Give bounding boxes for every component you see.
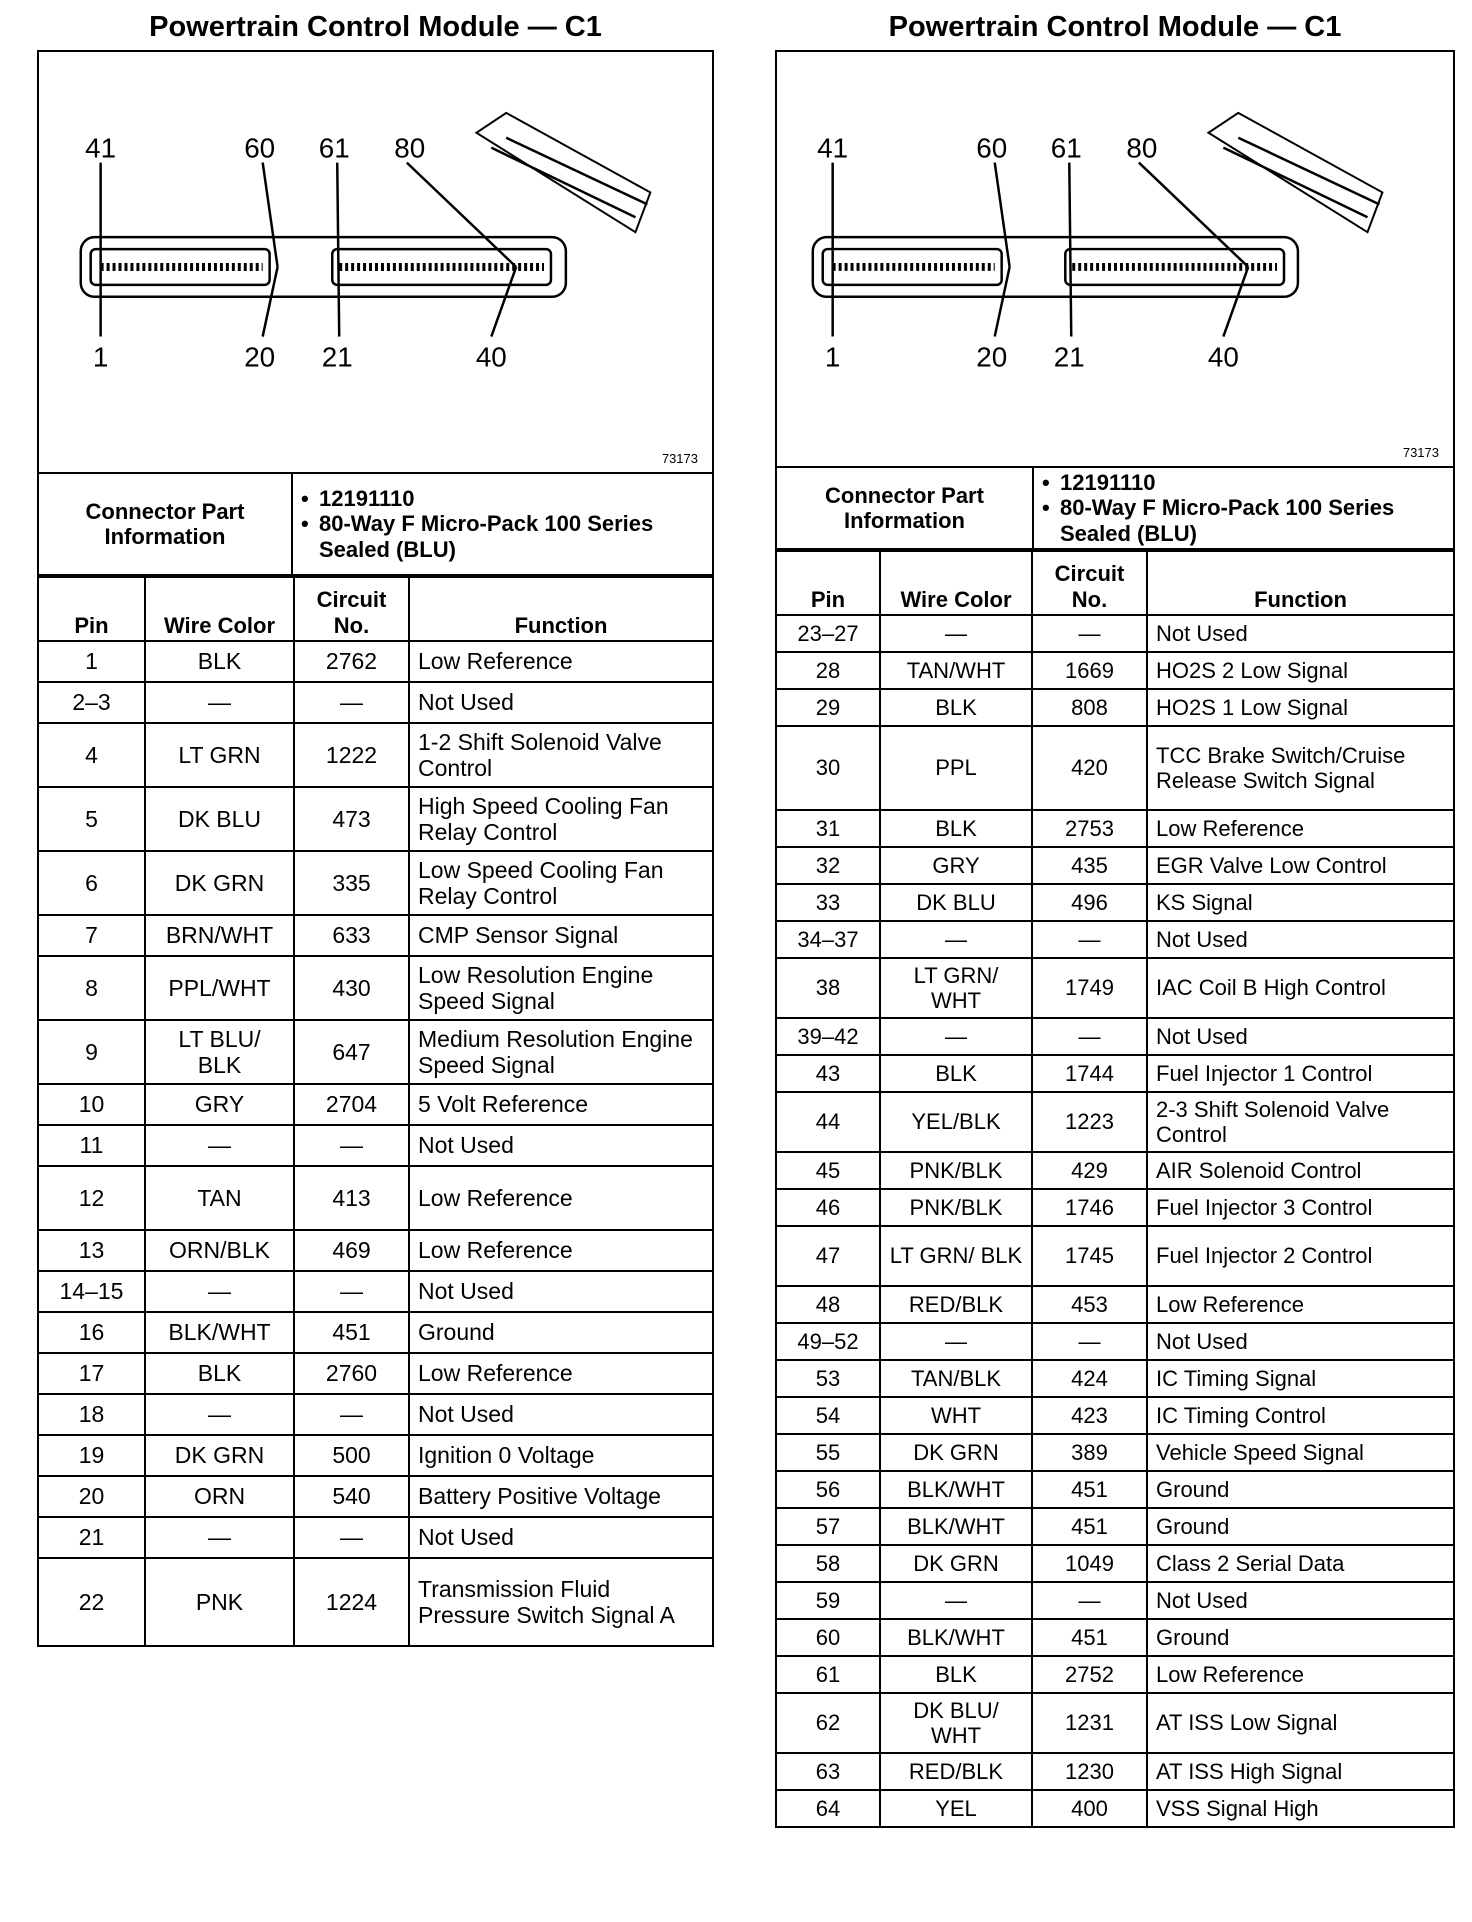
circuit-cell: 451 — [1032, 1471, 1147, 1508]
pin-cell: 45 — [776, 1152, 880, 1189]
pin-cell: 61 — [776, 1656, 880, 1693]
wire-color-cell: — — [880, 1323, 1032, 1360]
connector-type: • 80-Way F Micro-Pack 100 Series Sealed (BLU) — [1060, 495, 1445, 546]
function-cell: Low Reference — [409, 1353, 713, 1394]
header-pin: Pin — [38, 577, 145, 641]
table-row — [776, 847, 1454, 884]
table-row — [38, 1394, 713, 1435]
circuit-cell: 400 — [1032, 1790, 1147, 1827]
circuit-cell: 435 — [1032, 847, 1147, 884]
pin-label-bottom: 1 — [92, 341, 109, 373]
circuit-cell: 451 — [294, 1312, 409, 1353]
pin-cell: 28 — [776, 652, 880, 689]
pin-label-bottom: 40 — [1207, 341, 1239, 373]
function-cell: HO2S 2 Low Signal — [1147, 652, 1454, 689]
function-cell: Ground — [1147, 1471, 1454, 1508]
table-row — [776, 1790, 1454, 1827]
header-circuit: Circuit No. — [1032, 551, 1147, 615]
pin-cell: 55 — [776, 1434, 880, 1471]
wire-color-cell: — — [145, 1271, 294, 1312]
wire-color-cell: BLK — [880, 810, 1032, 847]
pin-cell: 23–27 — [776, 615, 880, 652]
circuit-cell: — — [1032, 1582, 1147, 1619]
header-pin: Pin — [776, 551, 880, 615]
connector-info-label: Connector Part Information — [38, 473, 292, 575]
table-row — [38, 1230, 713, 1271]
table-row — [776, 615, 1454, 652]
circuit-cell: 1223 — [1032, 1092, 1147, 1152]
pin-cell: 22 — [38, 1558, 145, 1646]
pin-cell: 4 — [38, 723, 145, 787]
circuit-cell: 423 — [1032, 1397, 1147, 1434]
pin-cell: 2–3 — [38, 682, 145, 723]
wire-color-cell: — — [145, 682, 294, 723]
circuit-cell: 1749 — [1032, 958, 1147, 1018]
wire-color-cell: PNK/BLK — [880, 1152, 1032, 1189]
wire-color-cell: ORN/BLK — [145, 1230, 294, 1271]
function-cell: Low Reference — [1147, 1656, 1454, 1693]
circuit-cell: 1745 — [1032, 1226, 1147, 1286]
pin-label-top: 60 — [244, 132, 276, 164]
table-row — [38, 1435, 713, 1476]
wire-color-cell: DK GRN — [145, 1435, 294, 1476]
table-row — [776, 1656, 1454, 1693]
function-cell: Ground — [1147, 1508, 1454, 1545]
circuit-cell: 469 — [294, 1230, 409, 1271]
table-row — [776, 1753, 1454, 1790]
pin-label-bottom: 20 — [976, 341, 1008, 373]
circuit-cell: 1231 — [1032, 1693, 1147, 1753]
circuit-cell: 430 — [294, 956, 409, 1020]
circuit-cell: 496 — [1032, 884, 1147, 921]
wire-color-cell: BLK/WHT — [880, 1508, 1032, 1545]
pin-label-top: 80 — [1126, 132, 1158, 164]
pin-label-bottom: 40 — [475, 341, 507, 373]
function-cell: Not Used — [1147, 921, 1454, 958]
table-row — [38, 1353, 713, 1394]
pin-table — [37, 576, 714, 1647]
table-row — [38, 1271, 713, 1312]
header-wire-color: Wire Color — [880, 551, 1032, 615]
pin-cell: 18 — [38, 1394, 145, 1435]
part-number: • 12191110 — [1060, 470, 1445, 495]
pin-label-bottom: 21 — [1053, 341, 1085, 373]
circuit-cell: 540 — [294, 1476, 409, 1517]
circuit-cell: 2752 — [1032, 1656, 1147, 1693]
function-cell: Not Used — [1147, 1018, 1454, 1055]
connector-illustration — [777, 52, 1453, 466]
wire-color-cell: DK GRN — [880, 1545, 1032, 1582]
wire-color-cell: PNK/BLK — [880, 1189, 1032, 1226]
pin-cell: 57 — [776, 1508, 880, 1545]
pin-cell: 47 — [776, 1226, 880, 1286]
header-function: Function — [409, 577, 713, 641]
function-cell: Medium Resolution Engine Speed Signal — [409, 1020, 713, 1084]
table-row — [776, 652, 1454, 689]
table-row — [776, 958, 1454, 1018]
pin-cell: 19 — [38, 1435, 145, 1476]
table-row — [776, 1152, 1454, 1189]
table-row — [776, 1545, 1454, 1582]
right-panel — [775, 0, 1455, 1828]
function-cell: Low Reference — [409, 1230, 713, 1271]
pin-cell: 62 — [776, 1693, 880, 1753]
pin-cell: 8 — [38, 956, 145, 1020]
table-row — [776, 1018, 1454, 1055]
circuit-cell: 2762 — [294, 641, 409, 682]
wire-color-cell: BLK/WHT — [880, 1471, 1032, 1508]
circuit-cell: 473 — [294, 787, 409, 851]
circuit-cell: — — [1032, 921, 1147, 958]
circuit-cell: — — [294, 1125, 409, 1166]
function-cell: EGR Valve Low Control — [1147, 847, 1454, 884]
circuit-cell: 424 — [1032, 1360, 1147, 1397]
pin-cell: 12 — [38, 1166, 145, 1230]
pin-cell: 48 — [776, 1286, 880, 1323]
function-cell: Not Used — [409, 1125, 713, 1166]
circuit-cell: 633 — [294, 915, 409, 956]
pin-label-top: 41 — [817, 132, 849, 164]
wire-color-cell: BLK — [145, 1353, 294, 1394]
circuit-cell: 500 — [294, 1435, 409, 1476]
circuit-cell: 1744 — [1032, 1055, 1147, 1092]
pin-cell: 6 — [38, 851, 145, 915]
wire-color-cell: TAN/BLK — [880, 1360, 1032, 1397]
pin-cell: 33 — [776, 884, 880, 921]
wire-color-cell: PPL/WHT — [145, 956, 294, 1020]
figure-id: 73173 — [661, 451, 698, 466]
wire-color-cell: DK GRN — [145, 851, 294, 915]
function-cell: Not Used — [409, 1271, 713, 1312]
connector-diagram — [37, 50, 714, 472]
pin-cell: 31 — [776, 810, 880, 847]
function-cell: High Speed Cooling Fan Relay Control — [409, 787, 713, 851]
header-circuit: Circuit No. — [294, 577, 409, 641]
circuit-cell: 2753 — [1032, 810, 1147, 847]
table-row — [38, 851, 713, 915]
wire-color-cell: LT BLU/ BLK — [145, 1020, 294, 1084]
circuit-cell: 451 — [1032, 1619, 1147, 1656]
function-cell: CMP Sensor Signal — [409, 915, 713, 956]
pin-label-bottom: 21 — [321, 341, 353, 373]
table-row — [38, 1125, 713, 1166]
wire-color-cell: DK BLU/ WHT — [880, 1693, 1032, 1753]
wire-color-cell: YEL — [880, 1790, 1032, 1827]
wire-color-cell: — — [880, 1582, 1032, 1619]
function-cell: Low Reference — [409, 641, 713, 682]
wire-color-cell: TAN/WHT — [880, 652, 1032, 689]
circuit-cell: 1669 — [1032, 652, 1147, 689]
header-function: Function — [1147, 551, 1454, 615]
table-row — [38, 1558, 713, 1646]
pin-label-top: 61 — [1050, 132, 1082, 164]
function-cell: Low Resolution Engine Speed Signal — [409, 956, 713, 1020]
pin-cell: 58 — [776, 1545, 880, 1582]
table-row — [776, 1360, 1454, 1397]
table-row — [776, 1508, 1454, 1545]
wire-color-cell: DK BLU — [880, 884, 1032, 921]
pin-cell: 29 — [776, 689, 880, 726]
wire-color-cell: GRY — [145, 1084, 294, 1125]
pin-cell: 64 — [776, 1790, 880, 1827]
function-cell: Ground — [409, 1312, 713, 1353]
circuit-cell: — — [294, 1394, 409, 1435]
pin-label-top: 61 — [318, 132, 350, 164]
circuit-cell: — — [294, 682, 409, 723]
pin-cell: 16 — [38, 1312, 145, 1353]
table-row — [776, 726, 1454, 810]
wire-color-cell: BLK/WHT — [145, 1312, 294, 1353]
connector-info-table — [775, 466, 1455, 550]
table-row — [776, 1226, 1454, 1286]
pin-label-top: 60 — [976, 132, 1008, 164]
circuit-cell: — — [1032, 1323, 1147, 1360]
wire-color-cell: TAN — [145, 1166, 294, 1230]
wire-color-cell: RED/BLK — [880, 1286, 1032, 1323]
function-cell: Low Reference — [1147, 810, 1454, 847]
circuit-cell: 453 — [1032, 1286, 1147, 1323]
left-panel — [37, 0, 714, 1647]
pin-cell: 38 — [776, 958, 880, 1018]
table-row — [38, 1084, 713, 1125]
wire-color-cell: DK GRN — [880, 1434, 1032, 1471]
function-cell: Ground — [1147, 1619, 1454, 1656]
pin-cell: 44 — [776, 1092, 880, 1152]
function-cell: Fuel Injector 3 Control — [1147, 1189, 1454, 1226]
figure-id: 73173 — [1402, 445, 1439, 460]
table-row — [776, 689, 1454, 726]
pin-label-top: 41 — [85, 132, 117, 164]
table-row — [776, 1323, 1454, 1360]
table-row — [38, 723, 713, 787]
wire-color-cell: LT GRN — [145, 723, 294, 787]
table-row — [776, 1286, 1454, 1323]
pin-cell: 14–15 — [38, 1271, 145, 1312]
pin-cell: 17 — [38, 1353, 145, 1394]
wire-color-cell: YEL/BLK — [880, 1092, 1032, 1152]
pin-cell: 11 — [38, 1125, 145, 1166]
function-cell: KS Signal — [1147, 884, 1454, 921]
function-cell: Low Reference — [409, 1166, 713, 1230]
pin-cell: 54 — [776, 1397, 880, 1434]
wire-color-cell: — — [880, 1018, 1032, 1055]
circuit-cell: 647 — [294, 1020, 409, 1084]
pin-label-bottom: 20 — [244, 341, 276, 373]
circuit-cell: 2760 — [294, 1353, 409, 1394]
table-row — [38, 915, 713, 956]
circuit-cell: 808 — [1032, 689, 1147, 726]
wire-color-cell: LT GRN/ WHT — [880, 958, 1032, 1018]
wire-color-cell: — — [145, 1394, 294, 1435]
pin-cell: 56 — [776, 1471, 880, 1508]
circuit-cell: — — [1032, 615, 1147, 652]
wire-color-cell: RED/BLK — [880, 1753, 1032, 1790]
pin-cell: 46 — [776, 1189, 880, 1226]
function-cell: IAC Coil B High Control — [1147, 958, 1454, 1018]
table-row — [38, 1476, 713, 1517]
function-cell: Not Used — [1147, 1582, 1454, 1619]
wire-color-cell: LT GRN/ BLK — [880, 1226, 1032, 1286]
function-cell: IC Timing Control — [1147, 1397, 1454, 1434]
circuit-cell: 1746 — [1032, 1189, 1147, 1226]
pin-cell: 20 — [38, 1476, 145, 1517]
function-cell: 1-2 Shift Solenoid Valve Control — [409, 723, 713, 787]
table-row — [38, 1166, 713, 1230]
wire-color-cell: GRY — [880, 847, 1032, 884]
wire-color-cell: ORN — [145, 1476, 294, 1517]
circuit-cell: — — [294, 1271, 409, 1312]
panel-title: Powertrain Control Module — C1 — [149, 11, 602, 43]
function-cell: Fuel Injector 1 Control — [1147, 1055, 1454, 1092]
panel-title: Powertrain Control Module — C1 — [888, 11, 1342, 43]
table-row — [776, 1693, 1454, 1753]
table-row — [776, 1189, 1454, 1226]
function-cell: VSS Signal High — [1147, 1790, 1454, 1827]
wire-color-cell: — — [145, 1125, 294, 1166]
function-cell: Not Used — [409, 1517, 713, 1558]
wire-color-cell: — — [880, 921, 1032, 958]
circuit-cell: 1222 — [294, 723, 409, 787]
wire-color-cell: BLK — [880, 689, 1032, 726]
table-row — [38, 682, 713, 723]
pin-cell: 5 — [38, 787, 145, 851]
circuit-cell: 451 — [1032, 1508, 1147, 1545]
circuit-cell: 420 — [1032, 726, 1147, 810]
pin-cell: 49–52 — [776, 1323, 880, 1360]
wire-color-cell: — — [145, 1517, 294, 1558]
function-cell: AT ISS High Signal — [1147, 1753, 1454, 1790]
connector-info-table — [37, 472, 714, 576]
connector-info-label: Connector Part Information — [776, 467, 1033, 549]
function-cell: Vehicle Speed Signal — [1147, 1434, 1454, 1471]
function-cell: Class 2 Serial Data — [1147, 1545, 1454, 1582]
table-row — [38, 787, 713, 851]
function-cell: AT ISS Low Signal — [1147, 1693, 1454, 1753]
table-row — [38, 956, 713, 1020]
pin-cell: 32 — [776, 847, 880, 884]
table-row — [776, 1055, 1454, 1092]
pin-cell: 39–42 — [776, 1018, 880, 1055]
wire-color-cell: BLK — [145, 641, 294, 682]
function-cell: TCC Brake Switch/Cruise Release Switch Signal — [1147, 726, 1454, 810]
pin-cell: 63 — [776, 1753, 880, 1790]
wire-color-cell: WHT — [880, 1397, 1032, 1434]
wire-color-cell: DK BLU — [145, 787, 294, 851]
table-row — [38, 641, 713, 682]
wire-color-cell: BLK — [880, 1055, 1032, 1092]
part-number: • 12191110 — [319, 486, 704, 511]
pin-label-bottom: 1 — [824, 341, 841, 373]
circuit-cell: 429 — [1032, 1152, 1147, 1189]
pin-cell: 30 — [776, 726, 880, 810]
circuit-cell: 1049 — [1032, 1545, 1147, 1582]
header-wire-color: Wire Color — [145, 577, 294, 641]
function-cell: IC Timing Signal — [1147, 1360, 1454, 1397]
circuit-cell: 335 — [294, 851, 409, 915]
function-cell: Battery Positive Voltage — [409, 1476, 713, 1517]
function-cell: Not Used — [1147, 1323, 1454, 1360]
function-cell: 5 Volt Reference — [409, 1084, 713, 1125]
pin-table — [775, 550, 1455, 1828]
pin-cell: 1 — [38, 641, 145, 682]
circuit-cell: 389 — [1032, 1434, 1147, 1471]
wire-color-cell: BLK/WHT — [880, 1619, 1032, 1656]
table-row — [776, 921, 1454, 958]
function-cell: Ignition 0 Voltage — [409, 1435, 713, 1476]
pin-label-top: 80 — [394, 132, 426, 164]
pin-cell: 9 — [38, 1020, 145, 1084]
wire-color-cell: PNK — [145, 1558, 294, 1646]
table-row — [776, 1619, 1454, 1656]
wire-color-cell: BRN/WHT — [145, 915, 294, 956]
pin-cell: 7 — [38, 915, 145, 956]
wire-color-cell: PPL — [880, 726, 1032, 810]
function-cell: Not Used — [409, 1394, 713, 1435]
table-row — [38, 1020, 713, 1084]
pin-cell: 59 — [776, 1582, 880, 1619]
circuit-cell: 2704 — [294, 1084, 409, 1125]
table-row — [776, 810, 1454, 847]
function-cell: AIR Solenoid Control — [1147, 1152, 1454, 1189]
wire-color-cell: — — [880, 615, 1032, 652]
pin-cell: 53 — [776, 1360, 880, 1397]
connector-info-value — [1033, 467, 1454, 549]
table-row — [776, 884, 1454, 921]
pin-cell: 34–37 — [776, 921, 880, 958]
function-cell: Not Used — [409, 682, 713, 723]
connector-illustration — [39, 52, 712, 472]
wire-color-cell: BLK — [880, 1656, 1032, 1693]
pin-cell: 21 — [38, 1517, 145, 1558]
circuit-cell: 1224 — [294, 1558, 409, 1646]
function-cell: HO2S 1 Low Signal — [1147, 689, 1454, 726]
table-row — [776, 1434, 1454, 1471]
pin-cell: 43 — [776, 1055, 880, 1092]
function-cell: Not Used — [1147, 615, 1454, 652]
pin-cell: 10 — [38, 1084, 145, 1125]
connector-diagram — [775, 50, 1455, 466]
table-row — [776, 1397, 1454, 1434]
function-cell: Fuel Injector 2 Control — [1147, 1226, 1454, 1286]
circuit-cell: — — [294, 1517, 409, 1558]
table-row — [776, 1471, 1454, 1508]
circuit-cell: — — [1032, 1018, 1147, 1055]
table-row — [776, 1092, 1454, 1152]
table-row — [776, 1582, 1454, 1619]
pin-cell: 60 — [776, 1619, 880, 1656]
table-row — [38, 1517, 713, 1558]
connector-type: • 80-Way F Micro-Pack 100 Series Sealed (BLU) — [319, 511, 704, 562]
function-cell: Low Speed Cooling Fan Relay Control — [409, 851, 713, 915]
circuit-cell: 1230 — [1032, 1753, 1147, 1790]
function-cell: Transmission Fluid Pressure Switch Signal A — [409, 1558, 713, 1646]
connector-info-value — [292, 473, 713, 575]
function-cell: Low Reference — [1147, 1286, 1454, 1323]
table-row — [38, 1312, 713, 1353]
circuit-cell: 413 — [294, 1166, 409, 1230]
function-cell: 2-3 Shift Solenoid Valve Control — [1147, 1092, 1454, 1152]
pin-cell: 13 — [38, 1230, 145, 1271]
